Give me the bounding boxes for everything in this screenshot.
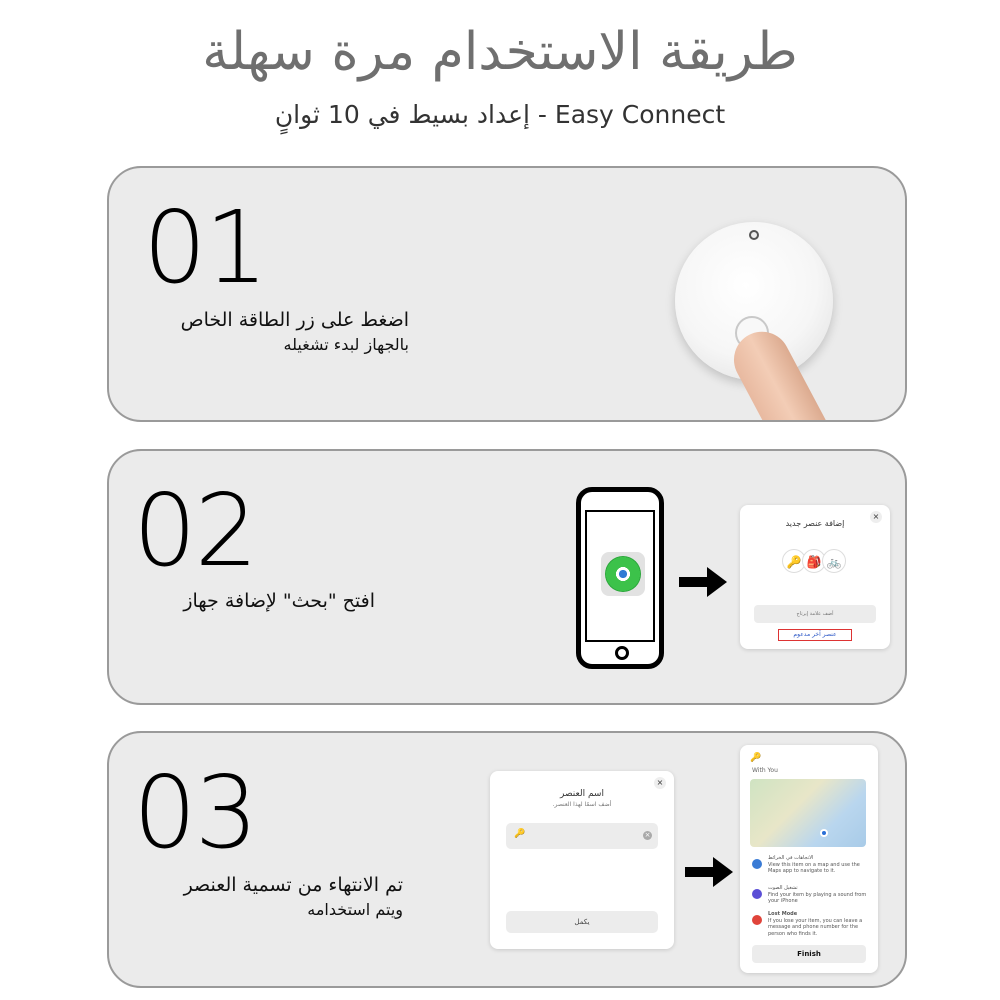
item-icons (782, 549, 846, 575)
backpack-icon: 🎒 (802, 549, 826, 573)
continue-button[interactable]: يكمل (506, 911, 658, 933)
clear-icon[interactable]: × (644, 831, 651, 839)
arrow-right-icon (679, 567, 727, 597)
phone-screen (585, 510, 655, 642)
dialog-hint: أضف اسمًا لهذا العنصر. (552, 801, 612, 808)
dialog-title: إضافة عنصر جديد (785, 519, 845, 528)
bicycle-icon: 🚲 (822, 549, 846, 573)
page-subtitle: Easy Connect - إعداد بسيط في 10 ثوانٍ (274, 100, 726, 129)
step-line-1: تم الانتهاء من تسمية العنصر (183, 874, 403, 896)
page-title: طريقة الاستخدام مرة سهلة (202, 22, 798, 82)
add-airtag-button[interactable]: أضف علامة إيرتاج (754, 605, 876, 623)
option-text: Lost Mode If you lose your item, you can leave a message and phone number for the person who finds it. (768, 911, 863, 937)
finish-button[interactable]: Finish (752, 945, 866, 963)
findmy-icon (601, 552, 645, 596)
with-you-label: With You (752, 767, 778, 774)
map-view[interactable] (750, 779, 866, 847)
add-item-dialog (740, 505, 890, 649)
step-line-2: ويتم استخدامه (307, 899, 403, 919)
key-icon: 🔑 (782, 549, 806, 573)
option-directions[interactable] (750, 855, 868, 881)
step-description: افتح "بحث" لإضافة جهاز (183, 590, 375, 612)
step-line-1: اضغط على زر الطاقة الخاص (180, 309, 409, 331)
step-number: 01 (143, 189, 267, 306)
key-icon: 🔑 (514, 829, 526, 839)
finish-panel (740, 745, 878, 973)
name-item-dialog (490, 771, 674, 949)
play-sound-icon (752, 889, 762, 899)
close-icon[interactable]: × (654, 777, 666, 789)
other-supported-item-link[interactable]: عنصر آخر مدعوم (778, 629, 852, 641)
step-number: 03 (133, 754, 257, 871)
option-lost-mode[interactable] (750, 911, 868, 937)
step-card-2 (107, 449, 907, 705)
step-card-1 (107, 166, 907, 422)
key-icon: 🔑 (750, 753, 762, 763)
item-name-input[interactable] (506, 823, 658, 849)
option-play-sound[interactable] (750, 885, 868, 911)
home-button (615, 646, 629, 660)
step-description (149, 308, 409, 355)
lost-mode-icon (752, 915, 762, 925)
option-text: الاتجاهات في الخرائط View this item on a map and use the Maps app to navigate to it. (768, 855, 860, 874)
step-line-2: بالجهاز لبدء تشغيله (283, 334, 409, 354)
step-description (139, 873, 403, 920)
dialog-title: اسم العنصر (560, 789, 604, 799)
phone-image (576, 487, 664, 669)
directions-icon (752, 859, 762, 869)
option-text: تشغيل الصوت Find your item by playing a sound from your iPhone (768, 885, 867, 904)
close-icon[interactable]: × (870, 511, 882, 523)
location-dot (820, 829, 828, 837)
step-number: 02 (133, 472, 257, 589)
keyring-hole (749, 230, 759, 240)
arrow-right-icon (685, 857, 733, 887)
step-card-3 (107, 731, 907, 988)
